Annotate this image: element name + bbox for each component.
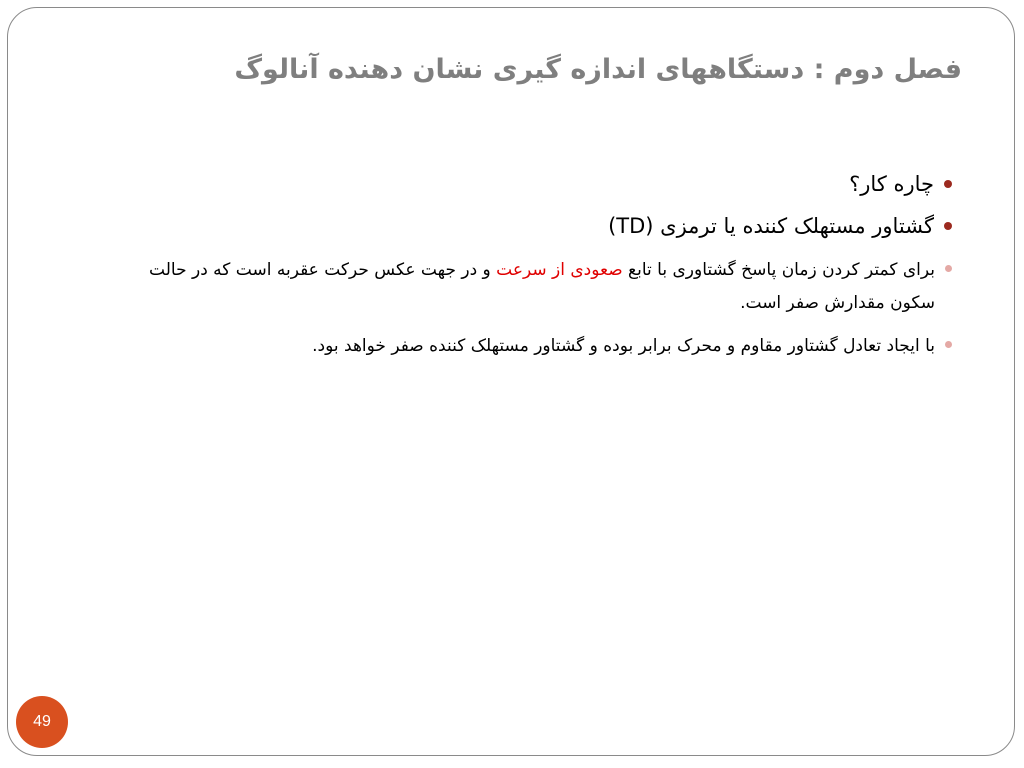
- sub-bullet-text-part: برای کمتر کردن زمان پاسخ گشتاوری با تابع: [622, 260, 935, 280]
- bullet-dot-icon: [944, 180, 952, 188]
- slide-content: [110, 170, 935, 373]
- sub-bullet-dot-icon: [945, 265, 952, 272]
- sub-bullet-text: [110, 254, 935, 320]
- bullet-item: [110, 170, 934, 198]
- sub-bullet-item: [110, 254, 935, 320]
- bullet-dot-icon: [944, 222, 952, 230]
- bullet-item: [110, 212, 934, 240]
- sub-bullet-dot-icon: [945, 341, 952, 348]
- slide-frame: [7, 7, 1015, 756]
- bullet-text: چاره کار؟: [849, 172, 934, 196]
- page-number-badge: 49: [16, 696, 68, 748]
- highlighted-phrase: صعودی از سرعت: [496, 260, 623, 280]
- slide-title: فصل دوم : دستگاههای اندازه گیری نشان دهنده آنالوگ: [234, 54, 962, 85]
- sub-bullet-text-part: و در جهت عکس حرکت عقربه است که در حالت سکون مقدارش صفر است.: [149, 260, 935, 313]
- bullet-text: گشتاور مستهلک کننده یا ترمزی (TD): [608, 214, 934, 238]
- sub-bullet-item: [110, 330, 935, 363]
- sub-bullet-text: با ایجاد تعادل گشتاور مقاوم و محرک برابر بوده و گشتاور مستهلک کننده صفر خواهد بود.: [312, 336, 935, 356]
